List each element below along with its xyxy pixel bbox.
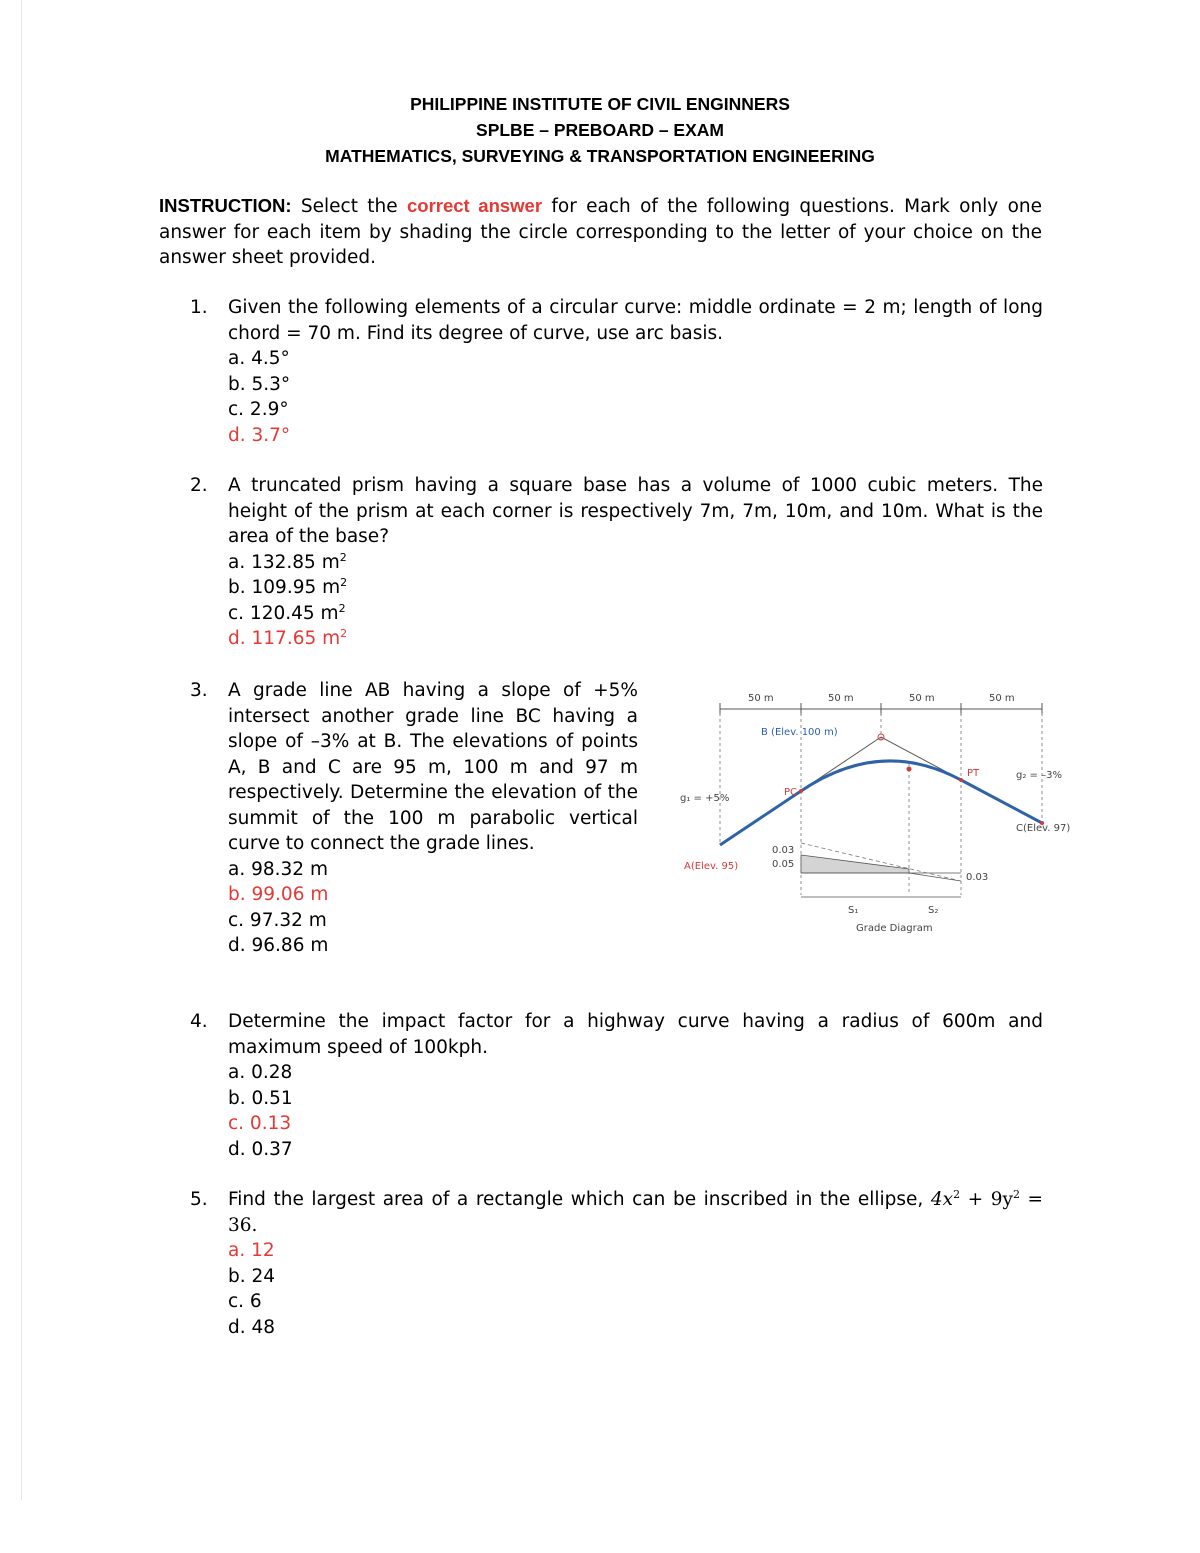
option-c: c. 2.9° — [228, 399, 289, 420]
parabolic-curve — [720, 761, 1042, 845]
option-a: a. 0.28 — [228, 1062, 293, 1083]
option-d: d. 48 — [228, 1316, 276, 1338]
pc-label: PC — [784, 787, 798, 798]
option-b-correct: b. 99.06 m — [228, 884, 329, 905]
option-c: c. 97.32 m — [228, 909, 327, 931]
b-label: B (Elev. 100 m) — [761, 727, 838, 738]
page-edge — [21, 0, 22, 1500]
question-3 — [190, 678, 638, 959]
question-4 — [190, 1009, 1043, 1162]
grade-diagram-lower — [909, 873, 961, 881]
d003b-label: 0.03 — [966, 872, 989, 883]
s2-label: S₂ — [928, 905, 939, 916]
figure-caption: Grade Diagram — [856, 923, 933, 934]
pt-marker — [959, 778, 963, 782]
question-2 — [190, 473, 1043, 652]
header-subject: MATHEMATICS, SURVEYING & TRANSPORTATION ENGINEERING — [325, 146, 875, 166]
dim-label-2: 50 m — [828, 693, 854, 704]
instruction-paragraph — [159, 193, 1042, 271]
instruction-after: for each of the following questions. Mark only one answer for each item by shading the circle corresponding to the letter of your choice on the answer sheet provided. — [159, 196, 1043, 268]
question-text: A truncated prism having a square base has a volume of 1000 cubic meters. The height of the prism at each corner is respectively 7m, 7m, 10m, and 10m. What is the area of the base? — [228, 475, 1043, 547]
d005-label: 0.05 — [772, 859, 795, 870]
option-b: b. 5.3° — [228, 373, 291, 395]
document-header — [0, 91, 1200, 169]
question-number: 3. — [190, 680, 208, 701]
vertical-curve-figure — [676, 683, 1081, 938]
ellipse-equation: $4x^2 + 9y^2 = 36$. — [228, 1188, 1043, 1236]
g2-label: g₂ = –3% — [1016, 770, 1062, 781]
pc-marker — [799, 789, 803, 793]
question-number: 1. — [190, 297, 208, 318]
question-number: 2. — [190, 475, 208, 496]
option-c: c. 120.45 $m^2$ — [228, 601, 346, 624]
summit-marker — [907, 767, 912, 772]
option-a: a. 132.85 $m^2$ — [228, 550, 347, 573]
instruction-highlight: correct answer — [406, 195, 543, 216]
question-5 — [190, 1187, 1043, 1340]
option-b: b. 109.95 $m^2$ — [228, 576, 348, 598]
option-d: d. 0.37 — [228, 1138, 293, 1160]
option-b: b. 24 — [228, 1265, 276, 1287]
c-label: C(Elev. 97) — [1016, 823, 1071, 834]
instruction-label: INSTRUCTION: — [159, 195, 292, 216]
dim-label-4: 50 m — [989, 693, 1015, 704]
instruction-before: Select the — [291, 196, 407, 217]
grade-diagram-shading — [801, 855, 909, 873]
s1-label: S₁ — [848, 905, 859, 916]
question-number: 4. — [190, 1011, 208, 1032]
question-text: Determine the impact factor for a highway curve having a radius of 600m and maximum speed of 100kph. — [228, 1011, 1043, 1058]
option-c-correct: c. 0.13 — [228, 1113, 292, 1134]
question-text: Given the following elements of a circular curve: middle ordinate = 2 m; length of long chord = 70 m. Find its degree of curve, use arc basis. — [228, 297, 1043, 344]
g1-label: g₁ = +5% — [680, 793, 730, 804]
option-a-correct: a. 12 — [228, 1240, 275, 1261]
option-a: a. 4.5° — [228, 348, 290, 369]
pt-label: PT — [967, 768, 980, 779]
option-d: d. 96.86 m — [228, 935, 329, 956]
header-exam: SPLBE – PREBOARD – EXAM — [476, 120, 724, 140]
question-text: A grade line AB having a slope of +5% intersect another grade line BC having a slope of –3% at B. The elevations of points A, B and C are 95 m, 100 m and 97 m respectively. Determine the elevation of the summit of the 100 m parabolic vertical curve to connect the grade lines. — [228, 680, 638, 854]
question-number: 5. — [190, 1189, 208, 1210]
question-text: Find the largest area of a rectangle which can be inscribed in the ellipse, $4x^2 + 9y^2 = 36$. — [228, 1188, 1043, 1236]
header-institute: PHILIPPINE INSTITUTE OF CIVIL ENGINNERS — [410, 94, 790, 114]
question-1 — [190, 295, 1043, 448]
option-d-correct: d. 117.65 $m^2$ — [228, 627, 348, 649]
option-d-correct: d. 3.7° — [228, 424, 291, 446]
option-a: a. 98.32 m — [228, 858, 328, 880]
dim-label-3: 50 m — [909, 693, 935, 704]
option-b: b. 0.51 — [228, 1087, 293, 1109]
d003-label: 0.03 — [772, 845, 795, 856]
dim-label-1: 50 m — [748, 693, 774, 704]
option-c: c. 6 — [228, 1291, 262, 1312]
a-label: A(Elev. 95) — [684, 861, 739, 872]
